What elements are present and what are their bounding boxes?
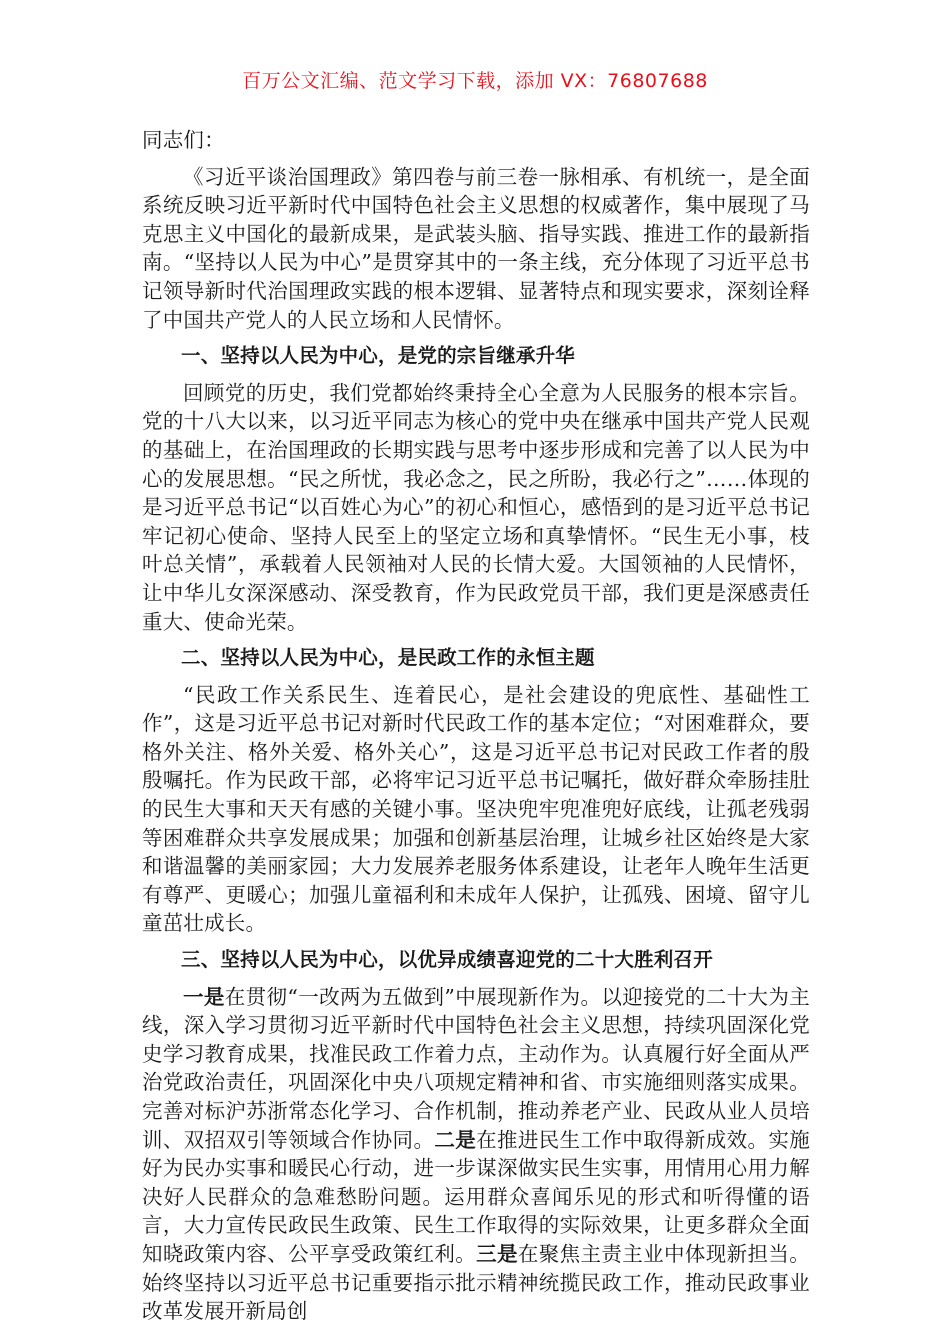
section-2-heading: 二、坚持以人民为中心，是民政工作的永恒主题 bbox=[181, 646, 595, 670]
point-3-lead: 三是 bbox=[476, 1241, 518, 1266]
salutation: 同志们： bbox=[142, 128, 225, 152]
point-3-text: 在聚焦主责主业中体现新担当。始终坚持以习近平总书记重要指示批示精神统揽民政工作，推动民政事业改革发展开新局创 bbox=[142, 1241, 810, 1324]
intro-paragraph: 《习近平谈治国理政》第四卷与前三卷一脉相承、有机统一，是全面系统反映习近平新时代中国特色社会主义思想的权威著作，集中展现了马克思主义中国化的最新成果，是武装头脑、指导实践、推进工作的最新指南。“坚持以人民为中心”是贯穿其中的一条主线，充分体现了习近平总书记领导新时代治国理政实践的根本逻辑、显著特点和现实要求，深刻诠释了中国共产党人的人民立场和人民情怀。 bbox=[142, 164, 810, 332]
section-3-heading: 三、坚持以人民为中心，以优异成绩喜迎党的二十大胜利召开 bbox=[181, 948, 713, 972]
point-1-text: 在贯彻“一改两为五做到”中展现新作为。以迎接党的二十大为主线，深入学习贯彻习近平新时代中国特色社会主义思想，持续巩固深化党史学习教育成果，找准民政工作着力点，主动作为。认真履行好全面从严治党政治责任，巩固深化中央八项规定精神和省、市实施细则落实成果。完善对标沪苏浙常态化学习、合作机制，推动养老产业、民政从业人员培训、双招双引等领域合作协同。 bbox=[142, 984, 810, 1152]
section-1-heading: 一、坚持以人民为中心，是党的宗旨继承升华 bbox=[181, 344, 576, 368]
point-2-text: 在推进民生工作中取得新成效。实施好为民办实事和暖民心行动，进一步谋深做实民生实事，用情用心用力解决好人民群众的急难愁盼问题。运用群众喜闻乐见的形式和听得懂的语言，大力宣传民政民生政策、民生工作取得的实际效果，让更多群众全面知晓政策内容、公平享受政策红利。 bbox=[142, 1127, 810, 1266]
section-1-paragraph: 回顾党的历史，我们党都始终秉持全心全意为人民服务的根本宗旨。党的十八大以来，以习近平同志为核心的党中央在继承中国共产党人民观的基础上，在治国理政的长期实践与思考中逐步形成和完善了以人民为中心的发展思想。“民之所忧，我必念之，民之所盼，我必行之”……体现的是习近平总书记“以百姓心为心”的初心和恒心，感悟到的是习近平总书记牢记初心使命、坚持人民至上的坚定立场和真挚情怀。“民生无小事，枝叶总关情”，承载着人民领袖对人民的长情大爱。大国领袖的人民情怀，让中华儿女深深感动、深受教育，作为民政党员干部，我们更是深感责任重大、使命光荣。 bbox=[142, 380, 810, 634]
document-body bbox=[142, 126, 810, 1334]
point-1-lead: 一是 bbox=[183, 984, 225, 1009]
header-banner: 百万公文汇编、范文学习下载，添加 VX：76807688 bbox=[242, 70, 708, 92]
section-3-paragraph bbox=[142, 983, 810, 1326]
point-2-lead: 二是 bbox=[434, 1127, 477, 1152]
section-2-paragraph: “民政工作关系民生、连着民心，是社会建设的兜底性、基础性工作”，这是习近平总书记对新时代民政工作的基本定位；“对困难群众，要格外关注、格外关爱、格外关心”，这是习近平总书记对民政工作者的殷殷嘱托。作为民政干部，必将牢记习近平总书记嘱托，做好群众牵肠挂肚的民生大事和天天有感的关键小事。坚决兜牢兜准兜好底线，让孤老残弱等困难群众共享发展成果；加强和创新基层治理，让城乡社区始终是大家和谐温馨的美丽家园；大力发展养老服务体系建设，让老年人晚年生活更有尊严、更暖心；加强儿童福利和未成年人保护，让孤残、困境、留守儿童茁壮成长。 bbox=[142, 682, 810, 936]
